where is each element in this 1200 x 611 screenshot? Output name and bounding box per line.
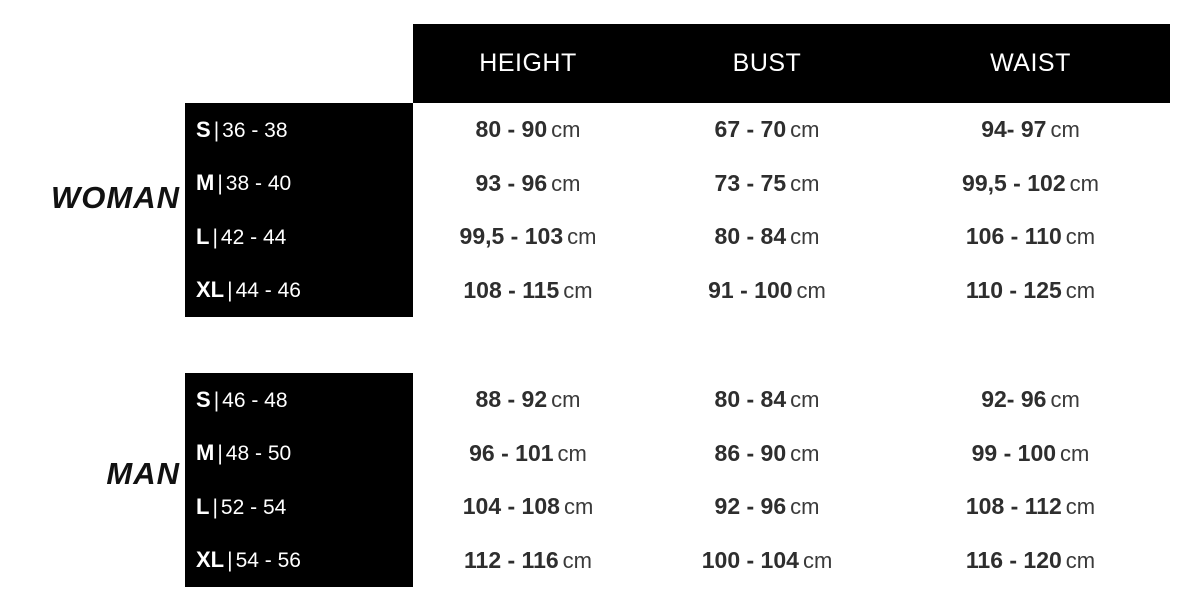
bust-value: 91 - 100 <box>708 276 793 303</box>
size-cell <box>0 494 413 520</box>
height-cell <box>413 277 643 304</box>
size-range: 38 - 40 <box>225 172 292 196</box>
waist-unit: cm <box>1065 277 1096 303</box>
bust-value: 67 - 70 <box>714 116 787 143</box>
table-row <box>0 210 1200 264</box>
size-code: M <box>196 440 215 466</box>
waist-cell <box>891 547 1170 574</box>
size-code: XL <box>196 277 225 303</box>
bust-value: 80 - 84 <box>714 386 787 413</box>
size-separator: | <box>217 172 223 196</box>
height-value: 99,5 - 103 <box>459 223 564 250</box>
bust-value: 86 - 90 <box>714 439 787 466</box>
height-value: 108 - 115 <box>463 276 560 303</box>
bust-cell <box>643 116 891 143</box>
waist-value: 92- 96 <box>981 386 1047 413</box>
height-cell <box>413 547 643 574</box>
waist-cell <box>891 170 1170 197</box>
size-code: XL <box>196 547 225 573</box>
bust-unit: cm <box>802 547 833 573</box>
height-value: 112 - 116 <box>464 546 559 573</box>
height-unit: cm <box>562 547 592 573</box>
height-value: 80 - 90 <box>475 116 548 143</box>
waist-unit: cm <box>1065 224 1096 250</box>
size-separator: | <box>227 549 233 573</box>
height-cell <box>413 223 643 250</box>
height-unit: cm <box>563 277 593 303</box>
size-code: S <box>196 116 211 142</box>
bust-unit: cm <box>796 277 826 303</box>
size-cell <box>0 224 413 250</box>
height-cell <box>413 493 643 520</box>
table-row <box>0 480 1200 534</box>
size-separator: | <box>213 118 220 142</box>
waist-unit: cm <box>1050 387 1080 413</box>
height-value: 96 - 101 <box>469 439 554 466</box>
size-range: 48 - 50 <box>225 442 292 466</box>
bust-unit: cm <box>790 387 820 413</box>
size-range: 54 - 56 <box>235 549 301 573</box>
size-separator: | <box>212 495 218 519</box>
bust-cell <box>643 547 891 574</box>
height-value: 104 - 108 <box>462 493 560 520</box>
size-separator: | <box>217 442 223 466</box>
bust-unit: cm <box>790 117 820 143</box>
waist-cell <box>891 493 1170 520</box>
group-label-woman: WOMAN <box>51 180 180 215</box>
bust-value: 100 - 104 <box>701 546 799 573</box>
waist-value: 116 - 120 <box>965 546 1062 573</box>
size-range: 42 - 44 <box>220 225 287 249</box>
size-range: 44 - 46 <box>235 279 301 303</box>
waist-value: 99,5 - 102 <box>962 169 1066 196</box>
bust-cell <box>643 493 891 520</box>
height-cell <box>413 386 643 413</box>
size-range: 46 - 48 <box>222 388 288 412</box>
table-row <box>0 264 1200 318</box>
table-row <box>0 534 1200 588</box>
table-body-woman <box>0 103 1200 317</box>
height-cell <box>413 116 643 143</box>
column-header-waist: WAIST <box>990 49 1071 77</box>
table-row <box>0 427 1200 481</box>
size-cell <box>0 387 413 413</box>
size-range: 52 - 54 <box>220 495 287 519</box>
size-cell <box>0 440 413 466</box>
height-unit: cm <box>551 117 581 143</box>
bust-cell <box>643 386 891 413</box>
size-separator: | <box>227 279 233 303</box>
bust-value: 92 - 96 <box>714 493 787 520</box>
waist-unit: cm <box>1069 170 1099 196</box>
waist-unit: cm <box>1060 440 1090 466</box>
table-row <box>0 157 1200 211</box>
bust-cell <box>643 170 891 197</box>
size-cell <box>0 277 413 303</box>
height-cell <box>413 440 643 467</box>
waist-cell <box>891 440 1170 467</box>
waist-unit: cm <box>1065 494 1096 520</box>
waist-value: 106 - 110 <box>965 223 1062 250</box>
column-header-bust: BUST <box>732 49 802 77</box>
height-unit: cm <box>557 440 587 466</box>
table-body-man <box>0 373 1200 587</box>
waist-cell <box>891 277 1170 304</box>
waist-cell <box>891 223 1170 250</box>
waist-unit: cm <box>1065 547 1096 573</box>
bust-cell <box>643 277 891 304</box>
height-value: 88 - 92 <box>475 386 548 413</box>
waist-value: 99 - 100 <box>971 439 1057 466</box>
waist-value: 110 - 125 <box>965 276 1062 303</box>
height-unit: cm <box>551 387 581 413</box>
size-cell <box>0 117 413 143</box>
waist-value: 94- 97 <box>981 116 1047 143</box>
height-unit: cm <box>551 170 581 196</box>
size-code: L <box>196 223 210 249</box>
bust-unit: cm <box>790 494 820 520</box>
bust-value: 73 - 75 <box>714 169 787 196</box>
bust-unit: cm <box>790 170 820 196</box>
size-range: 36 - 38 <box>222 118 288 142</box>
height-cell <box>413 170 643 197</box>
height-unit: cm <box>563 494 594 520</box>
bust-cell <box>643 440 891 467</box>
waist-unit: cm <box>1050 117 1080 143</box>
height-unit: cm <box>567 224 597 250</box>
size-code: M <box>196 170 215 196</box>
size-cell <box>0 170 413 196</box>
waist-cell <box>891 116 1170 143</box>
waist-value: 108 - 112 <box>965 493 1062 520</box>
bust-value: 80 - 84 <box>714 223 787 250</box>
group-label-man: MAN <box>106 456 180 491</box>
table-row <box>0 103 1200 157</box>
bust-unit: cm <box>790 224 820 250</box>
column-header-height: HEIGHT <box>479 49 577 77</box>
size-separator: | <box>213 388 220 412</box>
bust-cell <box>643 223 891 250</box>
size-code: L <box>196 493 210 519</box>
table-header <box>413 24 1170 103</box>
size-separator: | <box>212 225 218 249</box>
bust-unit: cm <box>790 440 820 466</box>
height-value: 93 - 96 <box>475 169 548 196</box>
table-row <box>0 373 1200 427</box>
waist-cell <box>891 386 1170 413</box>
size-cell <box>0 547 413 573</box>
size-code: S <box>196 386 211 412</box>
